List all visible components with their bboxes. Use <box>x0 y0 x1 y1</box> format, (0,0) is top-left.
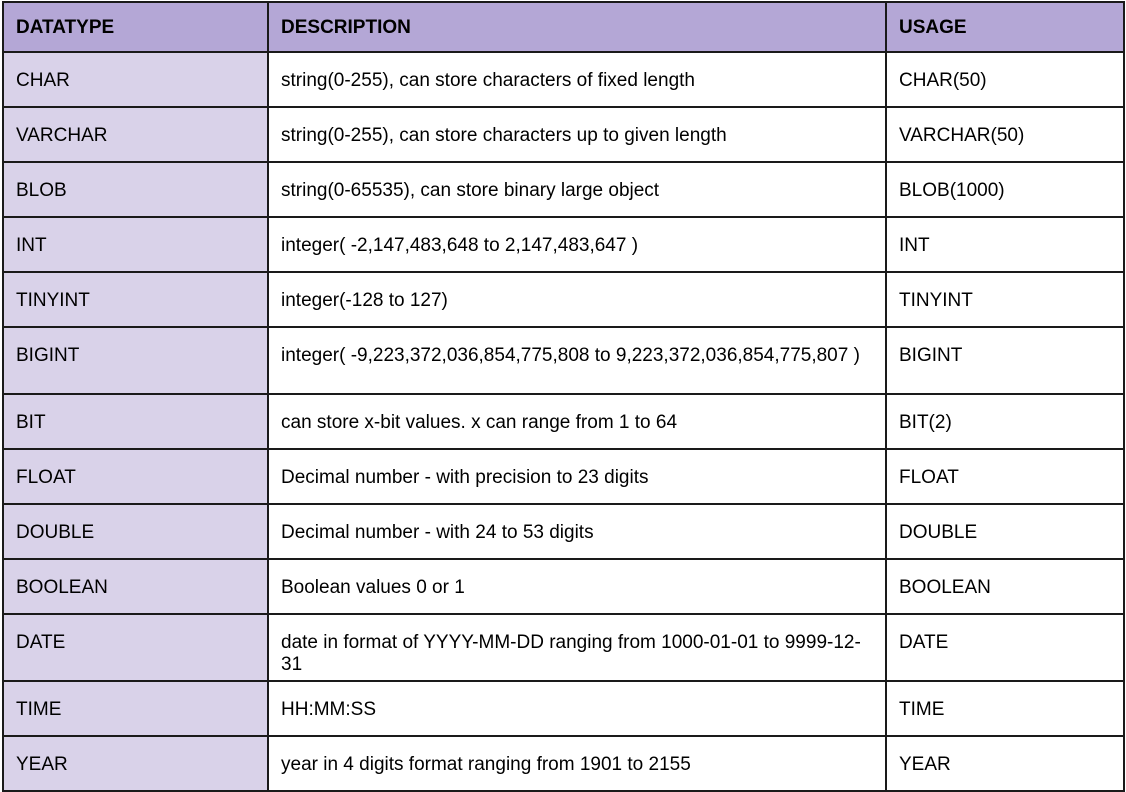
usage-cell: INT <box>886 217 1124 272</box>
usage-cell: TINYINT <box>886 272 1124 327</box>
datatype-cell: VARCHAR <box>3 107 268 162</box>
usage-cell: DATE <box>886 614 1124 681</box>
table-row <box>3 52 1124 107</box>
datatype-cell: TINYINT <box>3 272 268 327</box>
usage-cell: FLOAT <box>886 449 1124 504</box>
datatype-cell: BIT <box>3 394 268 449</box>
datatype-cell: DATE <box>3 614 268 681</box>
datatype-cell: TIME <box>3 681 268 736</box>
table-row <box>3 107 1124 162</box>
description-cell: integer( -2,147,483,648 to 2,147,483,647 ) <box>268 217 886 272</box>
description-cell: date in format of YYYY-MM-DD ranging from 1000-01-01 to 9999-12-31 <box>268 614 886 681</box>
table-row <box>3 327 1124 394</box>
table-row <box>3 272 1124 327</box>
table-header <box>3 2 1124 52</box>
description-cell: integer(-128 to 127) <box>268 272 886 327</box>
table-row <box>3 449 1124 504</box>
usage-cell: BIT(2) <box>886 394 1124 449</box>
header-description: DESCRIPTION <box>268 2 886 52</box>
usage-cell: VARCHAR(50) <box>886 107 1124 162</box>
description-cell: HH:MM:SS <box>268 681 886 736</box>
table-row <box>3 394 1124 449</box>
usage-cell: TIME <box>886 681 1124 736</box>
datatype-cell: BLOB <box>3 162 268 217</box>
datatype-cell: YEAR <box>3 736 268 791</box>
usage-cell: BIGINT <box>886 327 1124 394</box>
description-cell: Decimal number - with 24 to 53 digits <box>268 504 886 559</box>
usage-cell: BOOLEAN <box>886 559 1124 614</box>
description-cell: string(0-65535), can store binary large object <box>268 162 886 217</box>
usage-cell: DOUBLE <box>886 504 1124 559</box>
datatype-cell: DOUBLE <box>3 504 268 559</box>
description-cell: Decimal number - with precision to 23 digits <box>268 449 886 504</box>
datatype-table <box>2 1 1125 792</box>
datatype-cell: BOOLEAN <box>3 559 268 614</box>
description-cell: string(0-255), can store characters up to given length <box>268 107 886 162</box>
description-cell: integer( -9,223,372,036,854,775,808 to 9,223,372,036,854,775,807 ) <box>268 327 886 394</box>
description-cell: string(0-255), can store characters of fixed length <box>268 52 886 107</box>
table-body <box>3 52 1124 791</box>
usage-cell: YEAR <box>886 736 1124 791</box>
datatype-cell: CHAR <box>3 52 268 107</box>
table-row <box>3 217 1124 272</box>
table-row <box>3 614 1124 681</box>
header-datatype: DATATYPE <box>3 2 268 52</box>
description-cell: year in 4 digits format ranging from 1901 to 2155 <box>268 736 886 791</box>
datatype-cell: INT <box>3 217 268 272</box>
datatype-cell: BIGINT <box>3 327 268 394</box>
table-row <box>3 559 1124 614</box>
table-row <box>3 162 1124 217</box>
table-row <box>3 736 1124 791</box>
table-row <box>3 681 1124 736</box>
description-cell: Boolean values 0 or 1 <box>268 559 886 614</box>
usage-cell: CHAR(50) <box>886 52 1124 107</box>
usage-cell: BLOB(1000) <box>886 162 1124 217</box>
description-cell: can store x-bit values. x can range from 1 to 64 <box>268 394 886 449</box>
table-row <box>3 504 1124 559</box>
datatype-cell: FLOAT <box>3 449 268 504</box>
header-usage: USAGE <box>886 2 1124 52</box>
header-row <box>3 2 1124 52</box>
